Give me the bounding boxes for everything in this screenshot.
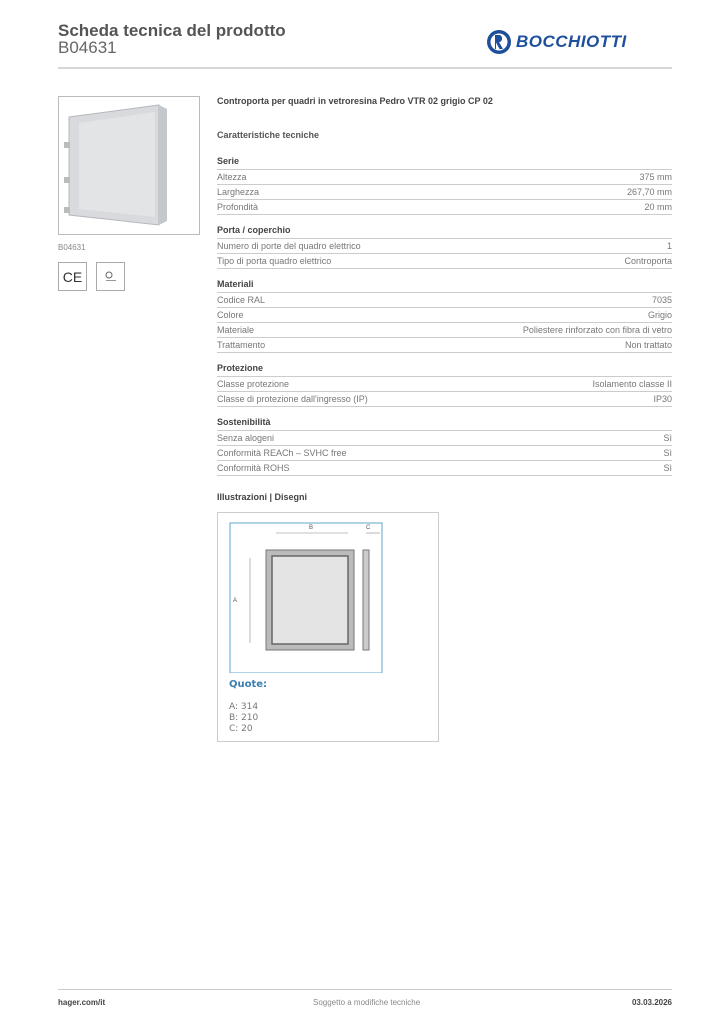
spec-section bbox=[217, 156, 672, 215]
spec-label: Larghezza bbox=[217, 187, 260, 197]
quote-c: C: 20 bbox=[229, 724, 253, 734]
spec-row bbox=[217, 293, 672, 308]
page-title: Scheda tecnica del prodotto bbox=[58, 21, 286, 40]
spec-value: Grigio bbox=[647, 310, 672, 320]
brand-logo bbox=[486, 29, 627, 55]
spec-section bbox=[217, 279, 672, 353]
spec-row bbox=[217, 239, 672, 254]
spec-row bbox=[217, 431, 672, 446]
spec-label: Classe di protezione dall'ingresso (IP) bbox=[217, 394, 368, 404]
spec-value: Non trattato bbox=[624, 340, 672, 350]
quote-title: Quote: bbox=[229, 679, 268, 690]
section-title: Protezione bbox=[217, 363, 672, 377]
illustrations-heading: Illustrazioni | Disegni bbox=[217, 492, 308, 502]
spec-row bbox=[217, 254, 672, 269]
product-name: Controporta per quadri in vetroresina Pedro VTR 02 grigio CP 02 bbox=[217, 96, 493, 106]
spec-value: Controporta bbox=[624, 256, 672, 266]
footer-notice: Soggetto a modifiche tecniche bbox=[313, 998, 421, 1007]
spec-row bbox=[217, 392, 672, 407]
spec-value: IP30 bbox=[653, 394, 672, 404]
spec-value: Poliestere rinforzato con fibra di vetro bbox=[522, 325, 672, 335]
spec-section bbox=[217, 417, 672, 476]
spec-row bbox=[217, 170, 672, 185]
spec-section bbox=[217, 225, 672, 269]
spec-value: 267,70 mm bbox=[626, 187, 672, 197]
spec-row bbox=[217, 308, 672, 323]
spec-label: Trattamento bbox=[217, 340, 266, 350]
header-divider bbox=[58, 67, 672, 69]
dim-label-a: A bbox=[233, 598, 238, 604]
section-title: Materiali bbox=[217, 279, 672, 293]
spec-value: Sì bbox=[663, 463, 672, 473]
spec-value: Isolamento classe II bbox=[592, 379, 672, 389]
spec-label: Colore bbox=[217, 310, 244, 320]
spec-label: Classe protezione bbox=[217, 379, 290, 389]
section-title: Sostenibilità bbox=[217, 417, 672, 431]
dim-label-c: C bbox=[366, 525, 371, 531]
bocchiotti-logo-icon bbox=[486, 29, 512, 55]
spec-row bbox=[217, 446, 672, 461]
footer-date: 03.03.2026 bbox=[631, 998, 672, 1007]
spec-row bbox=[217, 200, 672, 215]
spec-value: 375 mm bbox=[639, 172, 672, 182]
spec-value: Sì bbox=[663, 448, 672, 458]
spec-label: Altezza bbox=[217, 172, 247, 182]
spec-row bbox=[217, 461, 672, 476]
spec-label: Codice RAL bbox=[217, 295, 266, 305]
spec-label: Tipo di porta quadro elettrico bbox=[217, 256, 332, 266]
technical-drawing bbox=[217, 512, 439, 742]
spec-label: Conformità REACh – SVHC free bbox=[217, 448, 347, 458]
footer-divider bbox=[58, 989, 672, 990]
spec-row bbox=[217, 185, 672, 200]
characteristics-heading: Caratteristiche tecniche bbox=[217, 130, 320, 140]
spec-label: Materiale bbox=[217, 325, 255, 335]
image-caption: B04631 bbox=[58, 243, 86, 252]
spec-table bbox=[217, 96, 672, 502]
spec-label: Senza alogeni bbox=[217, 433, 275, 443]
footer-website-link[interactable]: hager.com/it bbox=[58, 998, 106, 1007]
product-image bbox=[58, 96, 200, 235]
ce-mark-icon: CE bbox=[58, 262, 87, 291]
spec-label: Profondità bbox=[217, 202, 259, 212]
spec-label: Conformità ROHS bbox=[217, 463, 290, 473]
spec-row bbox=[217, 377, 672, 392]
section-title: Serie bbox=[217, 156, 672, 170]
certification-mark-icon bbox=[96, 262, 125, 291]
quote-b: B: 210 bbox=[229, 713, 259, 723]
spec-row bbox=[217, 338, 672, 353]
spec-row bbox=[217, 323, 672, 338]
spec-section bbox=[217, 363, 672, 407]
spec-value: 20 mm bbox=[644, 202, 672, 212]
brand-name: BOCCHIOTTI bbox=[516, 32, 627, 51]
section-title: Porta / coperchio bbox=[217, 225, 672, 239]
dim-label-b: B bbox=[309, 525, 314, 531]
spec-value: 7035 bbox=[651, 295, 672, 305]
spec-label: Numero di porte del quadro elettrico bbox=[217, 241, 361, 251]
spec-value: Sì bbox=[663, 433, 672, 443]
quote-a: A: 314 bbox=[229, 702, 259, 712]
product-code: B04631 bbox=[58, 38, 117, 57]
spec-value: 1 bbox=[666, 241, 672, 251]
